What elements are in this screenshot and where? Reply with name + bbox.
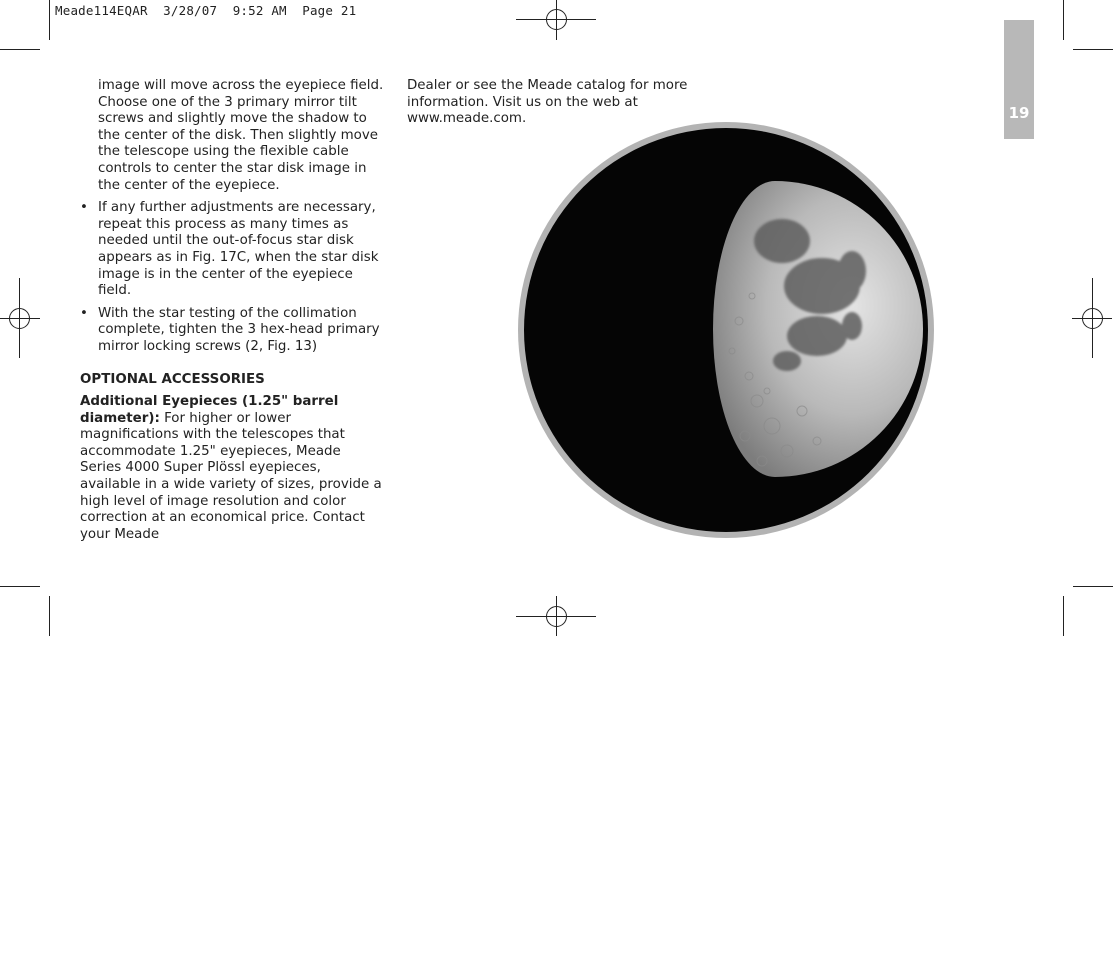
page-number: 19: [1008, 104, 1030, 122]
eyepieces-paragraph: [80, 394, 385, 543]
moon-photo: [517, 121, 935, 539]
continued-paragraph: image will move across the eyepiece field. Choose one of the 3 primary mirror tilt screws and slightly move the shadow to the center of the disk. Then slightly move the telescope using the flexible cable controls to center the star disk image in the center of the eyepiece.: [98, 78, 384, 193]
crop-mark: [0, 49, 40, 50]
registration-mark-left: [0, 278, 42, 360]
crop-mark: [49, 0, 50, 40]
eyepieces-body: For higher or lower magnifications with the telescopes that accommodate 1.25" eyepieces, Meade Series 4000 Super Plössl eyepieces, available in a wide variety of sizes, provide a high level of image resolution and color correction at an economical price. Contact your Meade: [80, 410, 382, 542]
contact-paragraph: Dealer or see the Meade catalog for more information. Visit us on the web at www.meade.com.: [407, 78, 688, 127]
bullet-icon: •: [80, 200, 88, 216]
registration-mark-top: [516, 0, 598, 40]
section-heading: OPTIONAL ACCESSORIES: [80, 371, 265, 387]
print-slug: Meade114EQAR 3/28/07 9:52 AM Page 21: [55, 3, 357, 18]
bullet-text: With the star testing of the collimation complete, tighten the 3 hex-head primary mirror locking screws (2, Fig. 13): [98, 305, 380, 354]
crop-mark: [49, 596, 50, 636]
bullet-item: [80, 306, 385, 356]
crop-mark: [1063, 596, 1064, 636]
eyepieces-title: Additional Eyepieces (1.25" barrel diameter):: [80, 394, 339, 426]
bullet-text: If any further adjustments are necessary, repeat this process as many times as needed until the out-of-focus star disk appears as in Fig. 17C, when the star disk image is in the center of the eyepiece field.: [98, 200, 379, 299]
crop-mark: [1073, 586, 1113, 587]
crop-mark: [1063, 0, 1064, 40]
page-number-tab: [1004, 20, 1034, 139]
registration-mark-right: [1072, 278, 1113, 360]
bullet-icon: •: [80, 305, 88, 321]
crop-mark: [0, 586, 40, 587]
registration-mark-bottom: [516, 596, 598, 636]
left-column: [80, 78, 385, 543]
crop-mark: [1073, 49, 1113, 50]
bullet-item: [80, 200, 385, 300]
